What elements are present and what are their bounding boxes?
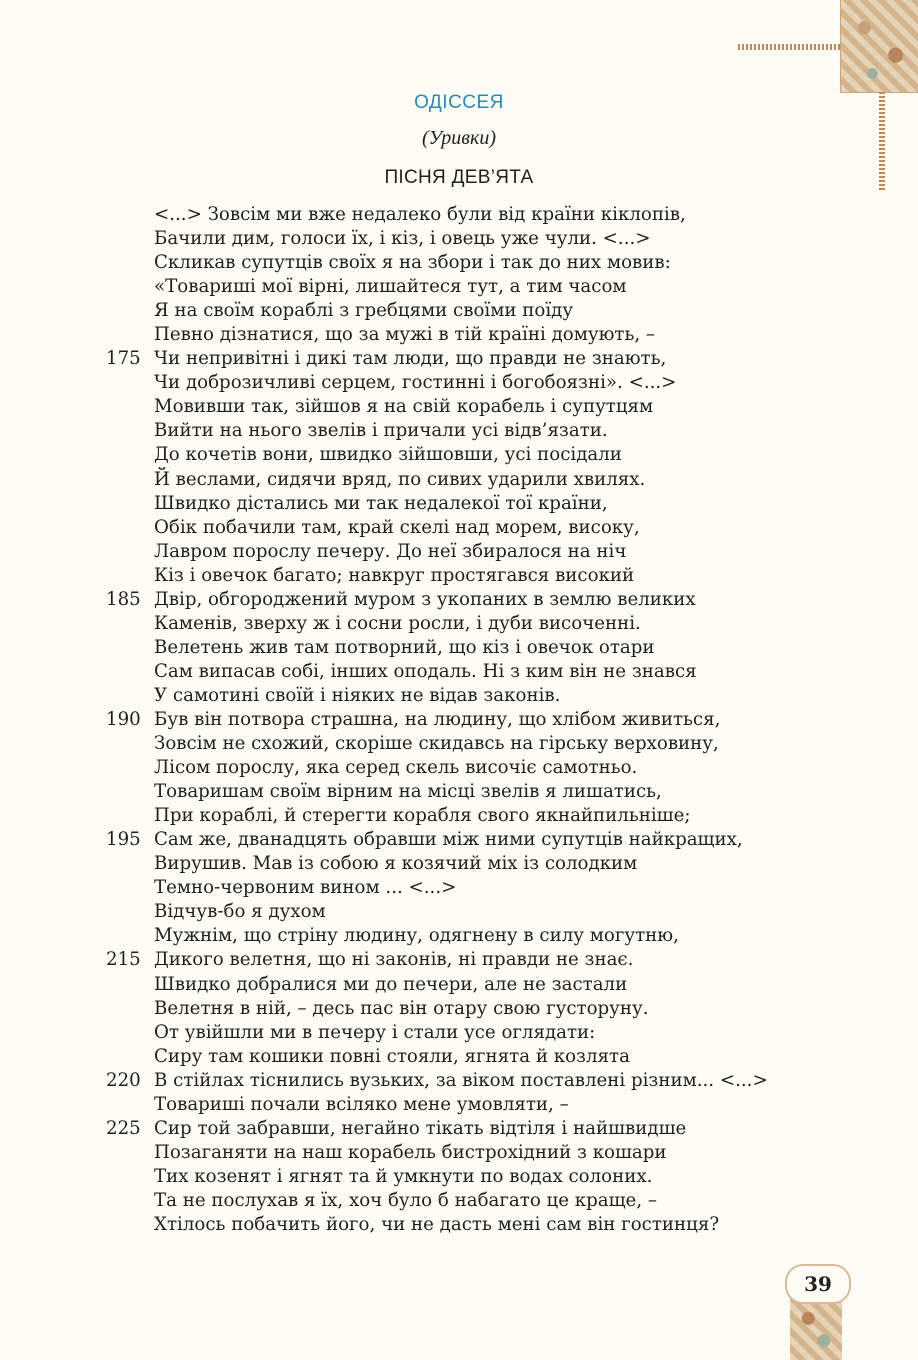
poem-line [0, 660, 900, 684]
line-text: Велетень жив там потворний, що кіз і овечок отари [154, 636, 655, 658]
line-text: Обік побачили там, край скелі над морем, високу, [154, 516, 640, 538]
poem-line [0, 997, 900, 1021]
poem-line [0, 948, 900, 972]
poem-line [0, 780, 900, 804]
line-text: Каменів, зверху ж і сосни росли, і дуби височенні. [154, 612, 641, 634]
poem-line [0, 1045, 900, 1069]
poem-line [0, 443, 900, 467]
poem-line [0, 636, 900, 660]
poem-line [0, 900, 900, 924]
line-number: 185 [106, 588, 141, 610]
line-text: Товариші почали всіляко мене умовляти, – [154, 1093, 569, 1115]
poem-line [0, 323, 900, 347]
poem-line [0, 564, 900, 588]
line-text: Двір, обгороджений муром з укопаних в землю великих [154, 588, 696, 610]
poem-line [0, 684, 900, 708]
line-text: Я на своїм кораблі з гребцями своїми поїду [154, 300, 574, 322]
line-text: Хтілось побачить його, чи не дасть мені сам він гостинця? [154, 1213, 720, 1235]
line-number: 220 [106, 1069, 141, 1091]
poem-line [0, 468, 900, 492]
poem-line [0, 1117, 900, 1141]
poem-line [0, 540, 900, 564]
poem-line [0, 588, 900, 612]
poem-line [0, 852, 900, 876]
poem-line [0, 1213, 900, 1237]
poem-line [0, 395, 900, 419]
line-text: Лісом порослу, яка серед скель височіє самотньо. [154, 757, 638, 779]
corner-ornament [840, 0, 918, 93]
line-text: Чи доброзичливі серцем, гостинні і богобоязні». <...> [154, 372, 677, 394]
line-text: Та не послухав я їх, хоч було б набагато це краще, – [154, 1189, 657, 1211]
ornament-rule-horizontal [738, 44, 842, 50]
line-text: Сам же, дванадцять обравши між ними супутців найкращих, [154, 829, 743, 851]
line-text: До кочетів вони, швидко зійшовши, усі посідали [154, 444, 622, 466]
line-text: Сам випасав собі, інших оподаль. Ні з ким він не знався [154, 660, 697, 682]
line-text: Зовсім не схожий, скоріше скидавсь на гірську верховину, [154, 733, 719, 755]
line-text: Швидко добралися ми до печери, але не застали [154, 973, 628, 995]
poem-line [0, 612, 900, 636]
poem-line [0, 227, 900, 251]
line-text: Вирушив. Мав із собою я козячий міх із солодким [154, 853, 638, 875]
poem-line [0, 419, 900, 443]
line-number: 225 [106, 1117, 141, 1139]
poem-line [0, 251, 900, 275]
line-number: 190 [106, 708, 141, 730]
poem-line [0, 1021, 900, 1045]
line-text: «Товариші мої вірні, лишайтеся тут, а тим часом [154, 276, 627, 298]
poem-line [0, 492, 900, 516]
poem-line [0, 516, 900, 540]
line-text: Сир той забравши, негайно тікать відтіля і найшвидше [154, 1117, 687, 1139]
poem-line [0, 347, 900, 371]
line-text: Й веслами, сидячи вряд, по сивих ударили хвилях. [154, 468, 646, 490]
poem-title: ОДІССЕЯ [414, 92, 504, 113]
poem-line [0, 1165, 900, 1189]
line-text: <...> Зовсім ми вже недалеко були від країни кіклопів, [154, 204, 686, 225]
poem-line [0, 371, 900, 395]
line-text: Відчув-бо я духом [154, 901, 326, 923]
page-number: 39 [785, 1264, 851, 1304]
poem-line [0, 1093, 900, 1117]
line-text: Тих козенят і ягнят та й умкнути по водах солоних. [154, 1165, 653, 1187]
line-text: Вийти на нього звелів і причали усі відв’язати. [154, 420, 608, 442]
poem-line [0, 275, 900, 299]
poem-line [0, 973, 900, 997]
section-heading: ПІСНЯ ДЕВ’ЯТА [384, 167, 534, 188]
line-text: Лавром порослу печеру. До неї збиралося на ніч [154, 540, 627, 562]
bottom-ornament [790, 1296, 842, 1360]
line-text: Мовивши так, зійшов я на свій корабель і супутцям [154, 396, 654, 418]
poem-line [0, 1069, 900, 1093]
line-text: В стійлах тіснились вузьких, за віком поставлені різним... <...> [154, 1069, 768, 1091]
poem-line [0, 732, 900, 756]
line-text: При кораблі, й стерегти корабля свого якнайпильніше; [154, 805, 691, 827]
line-text: Бачили дим, голоси їх, і кіз, і овець уже чули. <...> [154, 228, 651, 250]
line-number: 175 [106, 348, 141, 370]
poem-line [0, 828, 900, 852]
line-number: 195 [106, 829, 141, 851]
line-text: У самотині своїй і ніяких не відав законів. [154, 684, 561, 706]
poem-line [0, 756, 900, 780]
poem-line [0, 1141, 900, 1165]
poem-line [0, 876, 900, 900]
line-text: Велетня в ній, – десь пас він отару свою густоруну. [154, 997, 649, 1019]
line-text: Товаришам своїм вірним на місці звелів я лишатись, [154, 781, 662, 803]
poem-line [0, 1189, 900, 1213]
line-text: Позаганяти на наш корабель бистрохідний з кошари [154, 1141, 667, 1163]
line-text: Скликав супутців своїх я на збори і так до них мовив: [154, 252, 671, 274]
line-text: Швидко дістались ми так недалекої тої країни, [154, 492, 608, 514]
poem-line [0, 299, 900, 323]
poem-line [0, 924, 900, 948]
line-text: Чи непривітні і дикі там люди, що правди не знають, [154, 348, 667, 370]
line-text: Темно-червоним вином ... <...> [154, 877, 457, 899]
poem-line [0, 804, 900, 828]
line-text: Дикого велетня, що ні законів, ні правди не знає. [154, 949, 634, 971]
line-text: Певно дізнатися, що за мужі в тій країні домують, – [154, 324, 656, 346]
line-text: Мужнім, що стріну людину, одягнену в силу могутню, [154, 925, 679, 947]
line-text: Був він потвора страшна, на людину, що хлібом живиться, [154, 708, 721, 730]
poem-line [0, 708, 900, 732]
poem-line [0, 203, 900, 227]
line-text: От увійшли ми в печеру і стали усе оглядати: [154, 1021, 596, 1043]
line-text: Сиру там кошики повні стояли, ягнята й козлята [154, 1045, 630, 1067]
poem-body [0, 203, 900, 1237]
line-number: 215 [106, 949, 141, 971]
line-text: Кіз і овечок багато; навкруг простягався високий [154, 564, 635, 586]
poem-subtitle: (Уривки) [421, 127, 496, 149]
